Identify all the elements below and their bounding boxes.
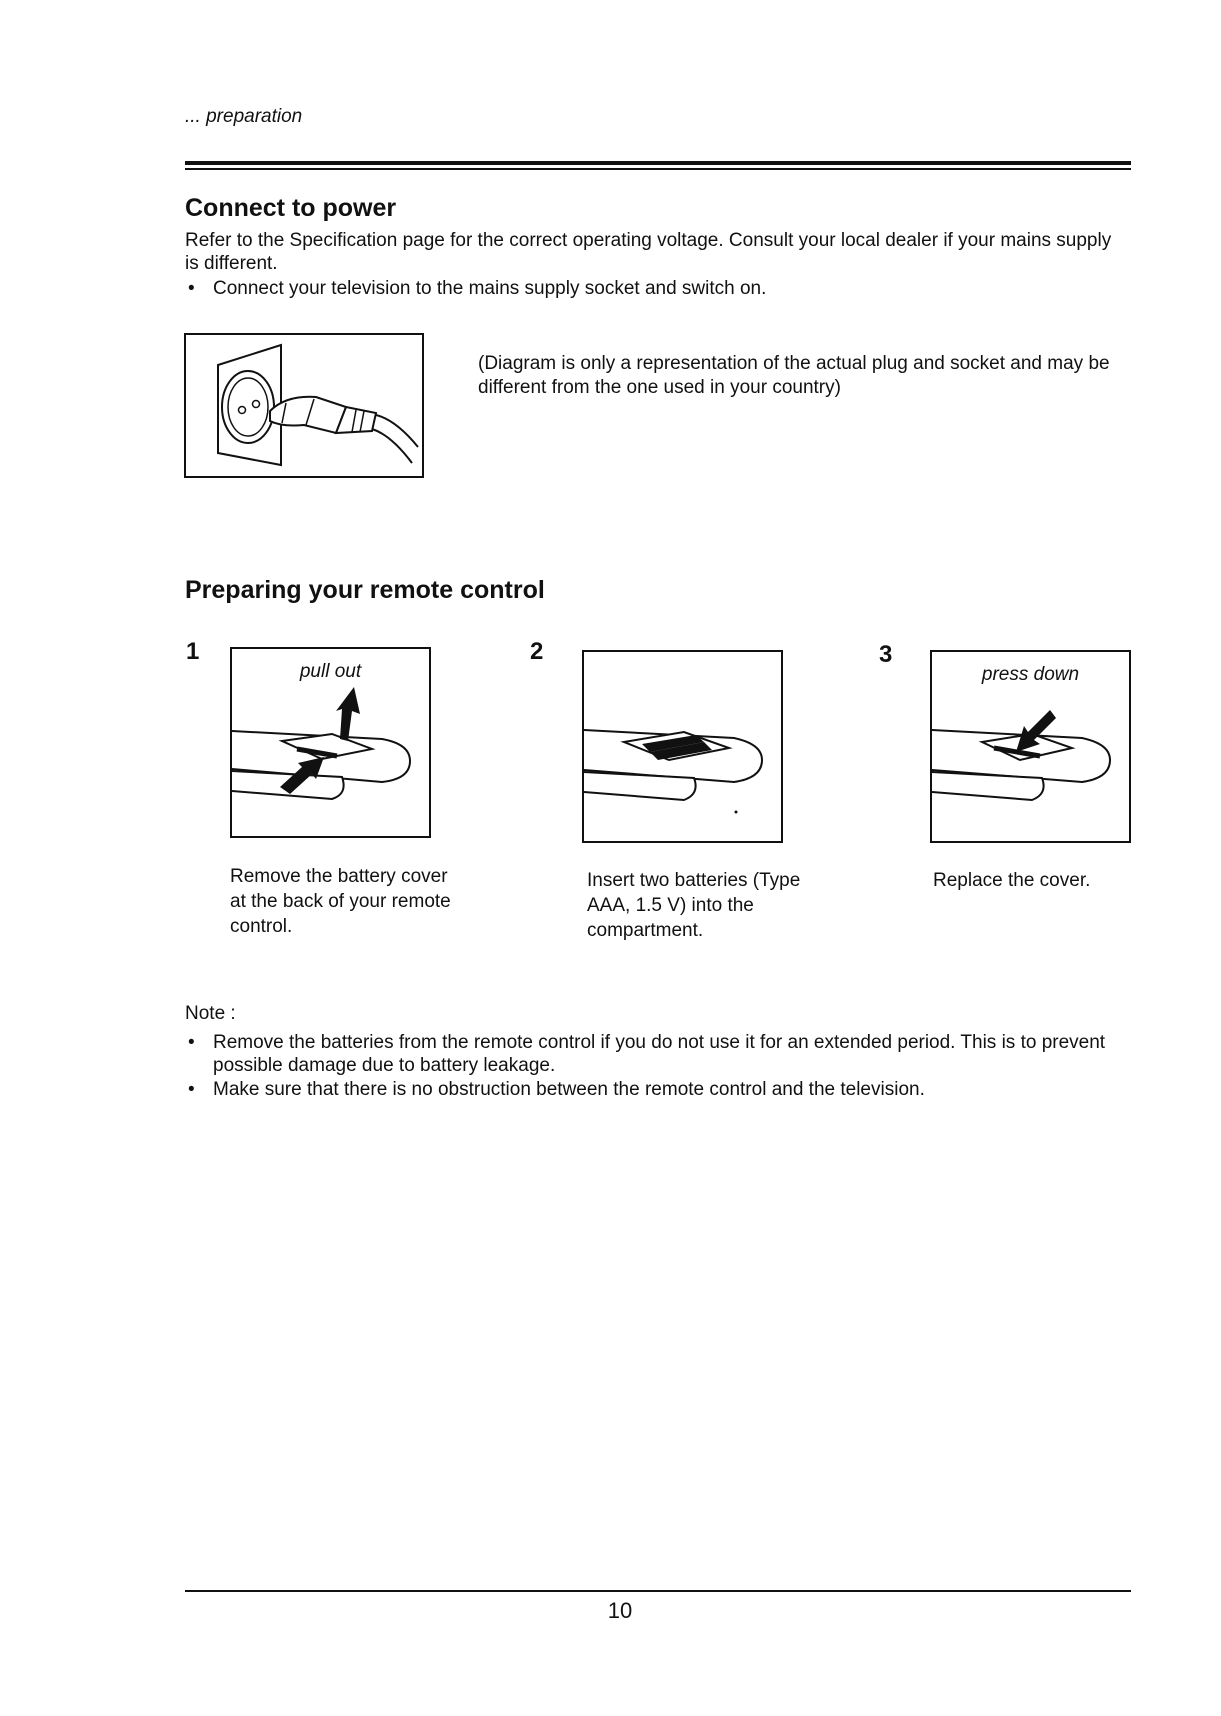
diagram-disclaimer: (Diagram is only a representation of the actual plug and socket and may be different from the one used in your country) bbox=[478, 353, 1110, 398]
note-list bbox=[185, 1031, 1135, 1102]
connect-power-intro: Refer to the Specification page for the correct operating voltage. Consult your local dealer if your mains supply is different. bbox=[185, 230, 1112, 274]
step-2-caption: Insert two batteries (Type AAA, 1.5 V) into the compartment. bbox=[587, 870, 801, 941]
step-2-illustration bbox=[582, 650, 783, 843]
section-header-label: ... preparation bbox=[185, 106, 303, 127]
step-2-number: 2 bbox=[530, 638, 544, 665]
connect-power-bullet: • Connect your television to the mains supply socket and switch on. bbox=[185, 277, 1153, 300]
remote-batteries-icon bbox=[584, 652, 780, 840]
step-3-number: 3 bbox=[879, 641, 893, 668]
connect-power-title: Connect to power bbox=[185, 194, 397, 222]
remote-control-title: Preparing your remote control bbox=[185, 576, 545, 604]
step-1-caption: Remove the battery cover at the back of your remote control. bbox=[230, 866, 451, 937]
note-item: • Remove the batteries from the remote control if you do not use it for an extended period. This is to prevent possible damage due to battery leakage. bbox=[185, 1031, 1135, 1077]
remote-press-down-icon bbox=[932, 652, 1128, 840]
remote-pull-out-icon bbox=[232, 649, 428, 835]
page-number: 10 bbox=[607, 1598, 633, 1623]
plug-socket-illustration bbox=[184, 333, 424, 478]
note-label: Note : bbox=[185, 1003, 236, 1024]
step-3-caption: Replace the cover. bbox=[933, 870, 1091, 891]
step-1-illustration bbox=[230, 647, 431, 838]
step-1-number: 1 bbox=[186, 638, 200, 665]
note-item: • Make sure that there is no obstruction between the remote control and the television. bbox=[185, 1078, 1135, 1101]
step-3-image-label: press down bbox=[981, 664, 1080, 685]
header-rule-thin bbox=[185, 168, 1131, 170]
step-3-illustration bbox=[930, 650, 1131, 843]
footer-rule bbox=[185, 1590, 1131, 1592]
header-rule-thick bbox=[185, 161, 1131, 165]
plug-socket-icon bbox=[186, 335, 421, 475]
step-1-image-label: pull out bbox=[299, 661, 362, 682]
